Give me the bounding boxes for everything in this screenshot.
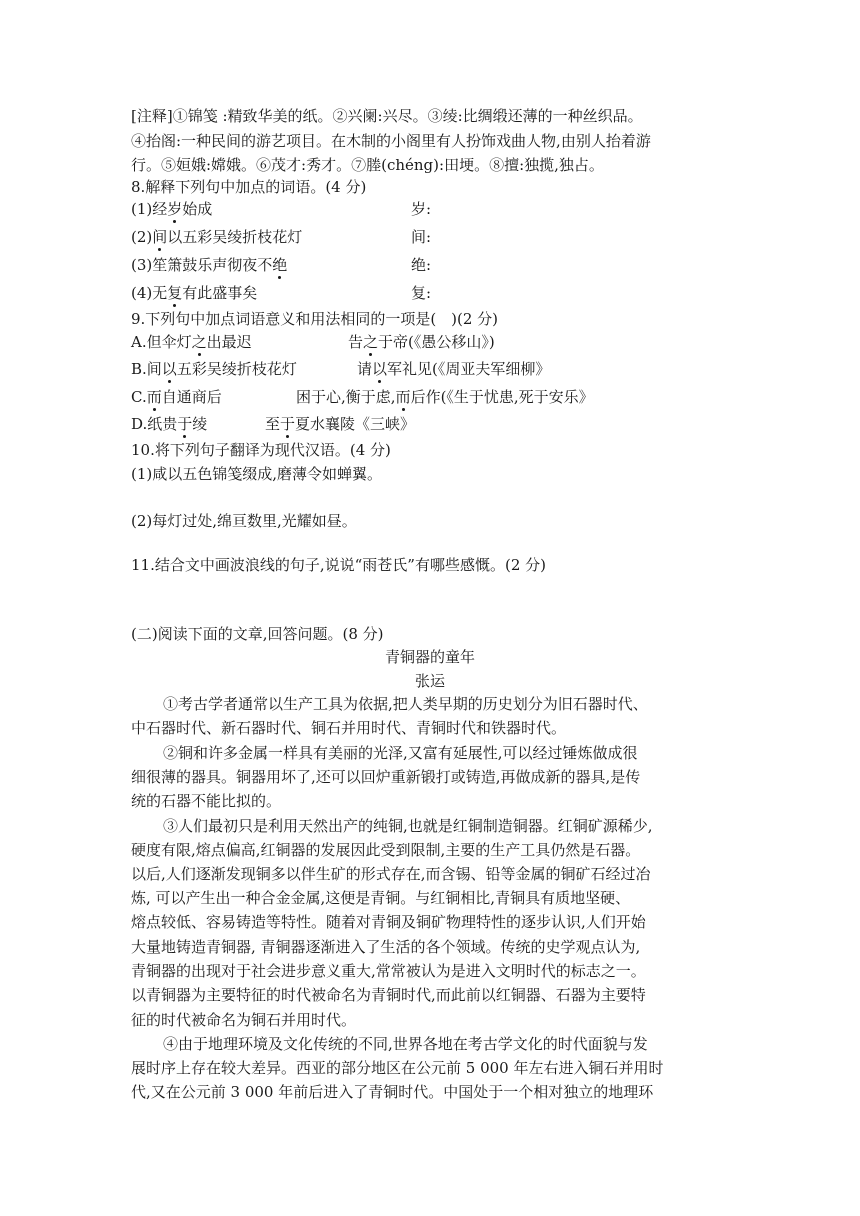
dotted-word: 以 xyxy=(372,360,388,378)
text-fragment: C. xyxy=(131,388,147,406)
text-fragment: (4)无 xyxy=(131,284,168,302)
paragraph-line: ②铜和许多金属一样具有美丽的光泽,又富有延展性,可以经过锤炼做成很 xyxy=(163,744,638,762)
text-fragment: 至 xyxy=(265,415,281,433)
text-fragment: 五彩吴绫折枝花灯 xyxy=(176,360,297,378)
question-11: 11.结合文中画波浪线的句子,说说“雨苍氏”有哪些感慨。(2 分) xyxy=(131,556,546,574)
paragraph-line: 代,又在公元前 3 000 年前后进入了青铜时代。中国处于一个相对独立的地理环 xyxy=(131,1083,654,1101)
dotted-word: 而 xyxy=(146,388,162,406)
dotted-word: 于 xyxy=(280,415,296,433)
paragraph-line: ④由于地理环境及文化传统的不同,世界各地在考古学文化的时代面貌与发 xyxy=(163,1035,648,1053)
text-fragment: 以五彩吴绫折枝花灯 xyxy=(167,228,303,246)
dotted-word: 而 xyxy=(395,388,411,406)
text-fragment: 请 xyxy=(357,360,373,378)
text-fragment: 告 xyxy=(348,333,364,351)
dotted-word: 之 xyxy=(191,333,207,351)
article-title: 青铜器的童年 xyxy=(384,648,475,666)
paragraph-line: 以后,人们逐渐发现铜多以伴生矿的形式存在,而含锡、铅等金属的铜矿石经过冶 xyxy=(131,865,651,883)
annotation-line: [注释]①锦笺 :精致华美的纸。②兴阑:兴尽。③绫:比绸缎还薄的一种丝织品。 xyxy=(131,107,643,125)
question-9-option-a-compare xyxy=(348,332,728,352)
dotted-word: 复 xyxy=(167,284,183,302)
section-heading: (二)阅读下面的文章,回答问题。(8 分) xyxy=(131,625,384,643)
text-fragment: 于帝(《愚公移山》) xyxy=(378,333,495,351)
paragraph-line: 中石器时代、新石器时代、铜石并用时代、青铜时代和铁器时代。 xyxy=(131,719,567,737)
text-fragment: (2) xyxy=(131,228,153,246)
question-9-option-d-compare xyxy=(265,414,645,434)
paragraph-line: 统的石器不能比拟的。 xyxy=(131,792,282,810)
dotted-word: 以 xyxy=(161,360,177,378)
paragraph-line: 熔点较低、容易铸造等特性。随着对青铜及铜矿物理特性的逐步认识,人们开始 xyxy=(131,913,646,931)
paragraph-line: 征的时代被命名为铜石并用时代。 xyxy=(131,1011,357,1029)
text-fragment: 出最迟 xyxy=(206,333,252,351)
text-fragment: (1)经 xyxy=(131,200,168,218)
paragraph-line: 炼, 可以产生出一种合金金属,这便是青铜。与红铜相比,青铜具有质地坚硬、 xyxy=(131,889,631,907)
text-fragment: 绫 xyxy=(192,415,208,433)
dotted-word: 之 xyxy=(363,333,379,351)
answer-label: 岁: xyxy=(411,200,432,218)
paragraph-line: 青铜器的出现对于社会进步意义重大,常常被认为是进入文明时代的标志之一。 xyxy=(131,962,646,980)
text-fragment: D.纸贵 xyxy=(131,415,178,433)
paragraph-line: ①考古学者通常以生产工具为依据,把人类早期的历史划分为旧石器时代、 xyxy=(163,695,648,713)
dotted-word: 于 xyxy=(177,415,193,433)
annotation-line: 行。⑤姮娥:嫦娥。⑥茂才:秀才。⑦塍(chéng):田埂。⑧擅:独揽,独占。 xyxy=(131,156,604,174)
question-8-stem: 8.解释下列句中加点的词语。(4 分) xyxy=(131,178,367,196)
question-9-option-c-compare xyxy=(296,387,716,407)
text-fragment: 始成 xyxy=(182,200,213,218)
text-fragment: B.间 xyxy=(131,360,162,378)
dotted-word: 岁 xyxy=(167,200,183,218)
question-10-item: (1)咸以五色锦笺缀成,磨薄令如蝉翼。 xyxy=(131,465,383,483)
answer-label: 绝: xyxy=(411,256,432,274)
annotation-line: ④抬阁:一种民间的游艺项目。在木制的小阁里有人扮饰戏曲人物,由别人抬着游 xyxy=(131,132,651,150)
paragraph-line: 硬度有限,熔点偏高,红铜器的发展因此受到限制,主要的生产工具仍然是石器。 xyxy=(131,841,641,859)
paragraph-line: ③人们最初只是利用天然出产的纯铜,也就是红铜制造铜器。红铜矿源稀少, xyxy=(163,817,653,835)
paragraph-line: 细很薄的器具。铜器用坏了,还可以回炉重新锻打或铸造,再做成新的器具,是传 xyxy=(131,768,641,786)
dotted-word: 间 xyxy=(152,228,168,246)
question-9-option-b-compare xyxy=(357,359,737,379)
answer-label: 复: xyxy=(411,284,432,302)
question-10-stem: 10.将下列句子翻译为现代汉语。(4 分) xyxy=(131,441,391,459)
paragraph-line: 展时序上存在较大差异。西亚的部分地区在公元前 5 000 年左右进入铜石并用时 xyxy=(131,1059,664,1077)
text-fragment: 后作(《生于忧患,死于安乐》 xyxy=(410,388,594,406)
article-author: 张运 xyxy=(414,672,445,690)
answer-label: 间: xyxy=(411,228,432,246)
paragraph-line: 以青铜器为主要特征的时代被命名为青铜时代,而此前以红铜器、石器为主要特 xyxy=(131,986,646,1004)
text-fragment: (3)笙箫鼓乐声彻夜不 xyxy=(131,256,273,274)
text-fragment: 困于心,衡于虑, xyxy=(296,388,396,406)
text-fragment: 军礼见(《周亚夫军细柳》 xyxy=(387,360,551,378)
text-fragment: 自通商后 xyxy=(161,388,222,406)
dotted-word: 绝 xyxy=(272,256,288,274)
text-fragment: 夏水襄陵《三峡》 xyxy=(295,415,416,433)
question-9-stem: 9.下列句中加点词语意义和用法相同的一项是( )(2 分) xyxy=(131,310,499,328)
question-10-item: (2)每灯过处,绵亘数里,光耀如昼。 xyxy=(131,512,357,530)
text-fragment: 有此盛事矣 xyxy=(182,284,258,302)
paragraph-line: 大量地铸造青铜器, 青铜器逐渐进入了生活的各个领域。传统的史学观点认为, xyxy=(131,938,641,956)
text-fragment: A.但伞灯 xyxy=(131,333,192,351)
